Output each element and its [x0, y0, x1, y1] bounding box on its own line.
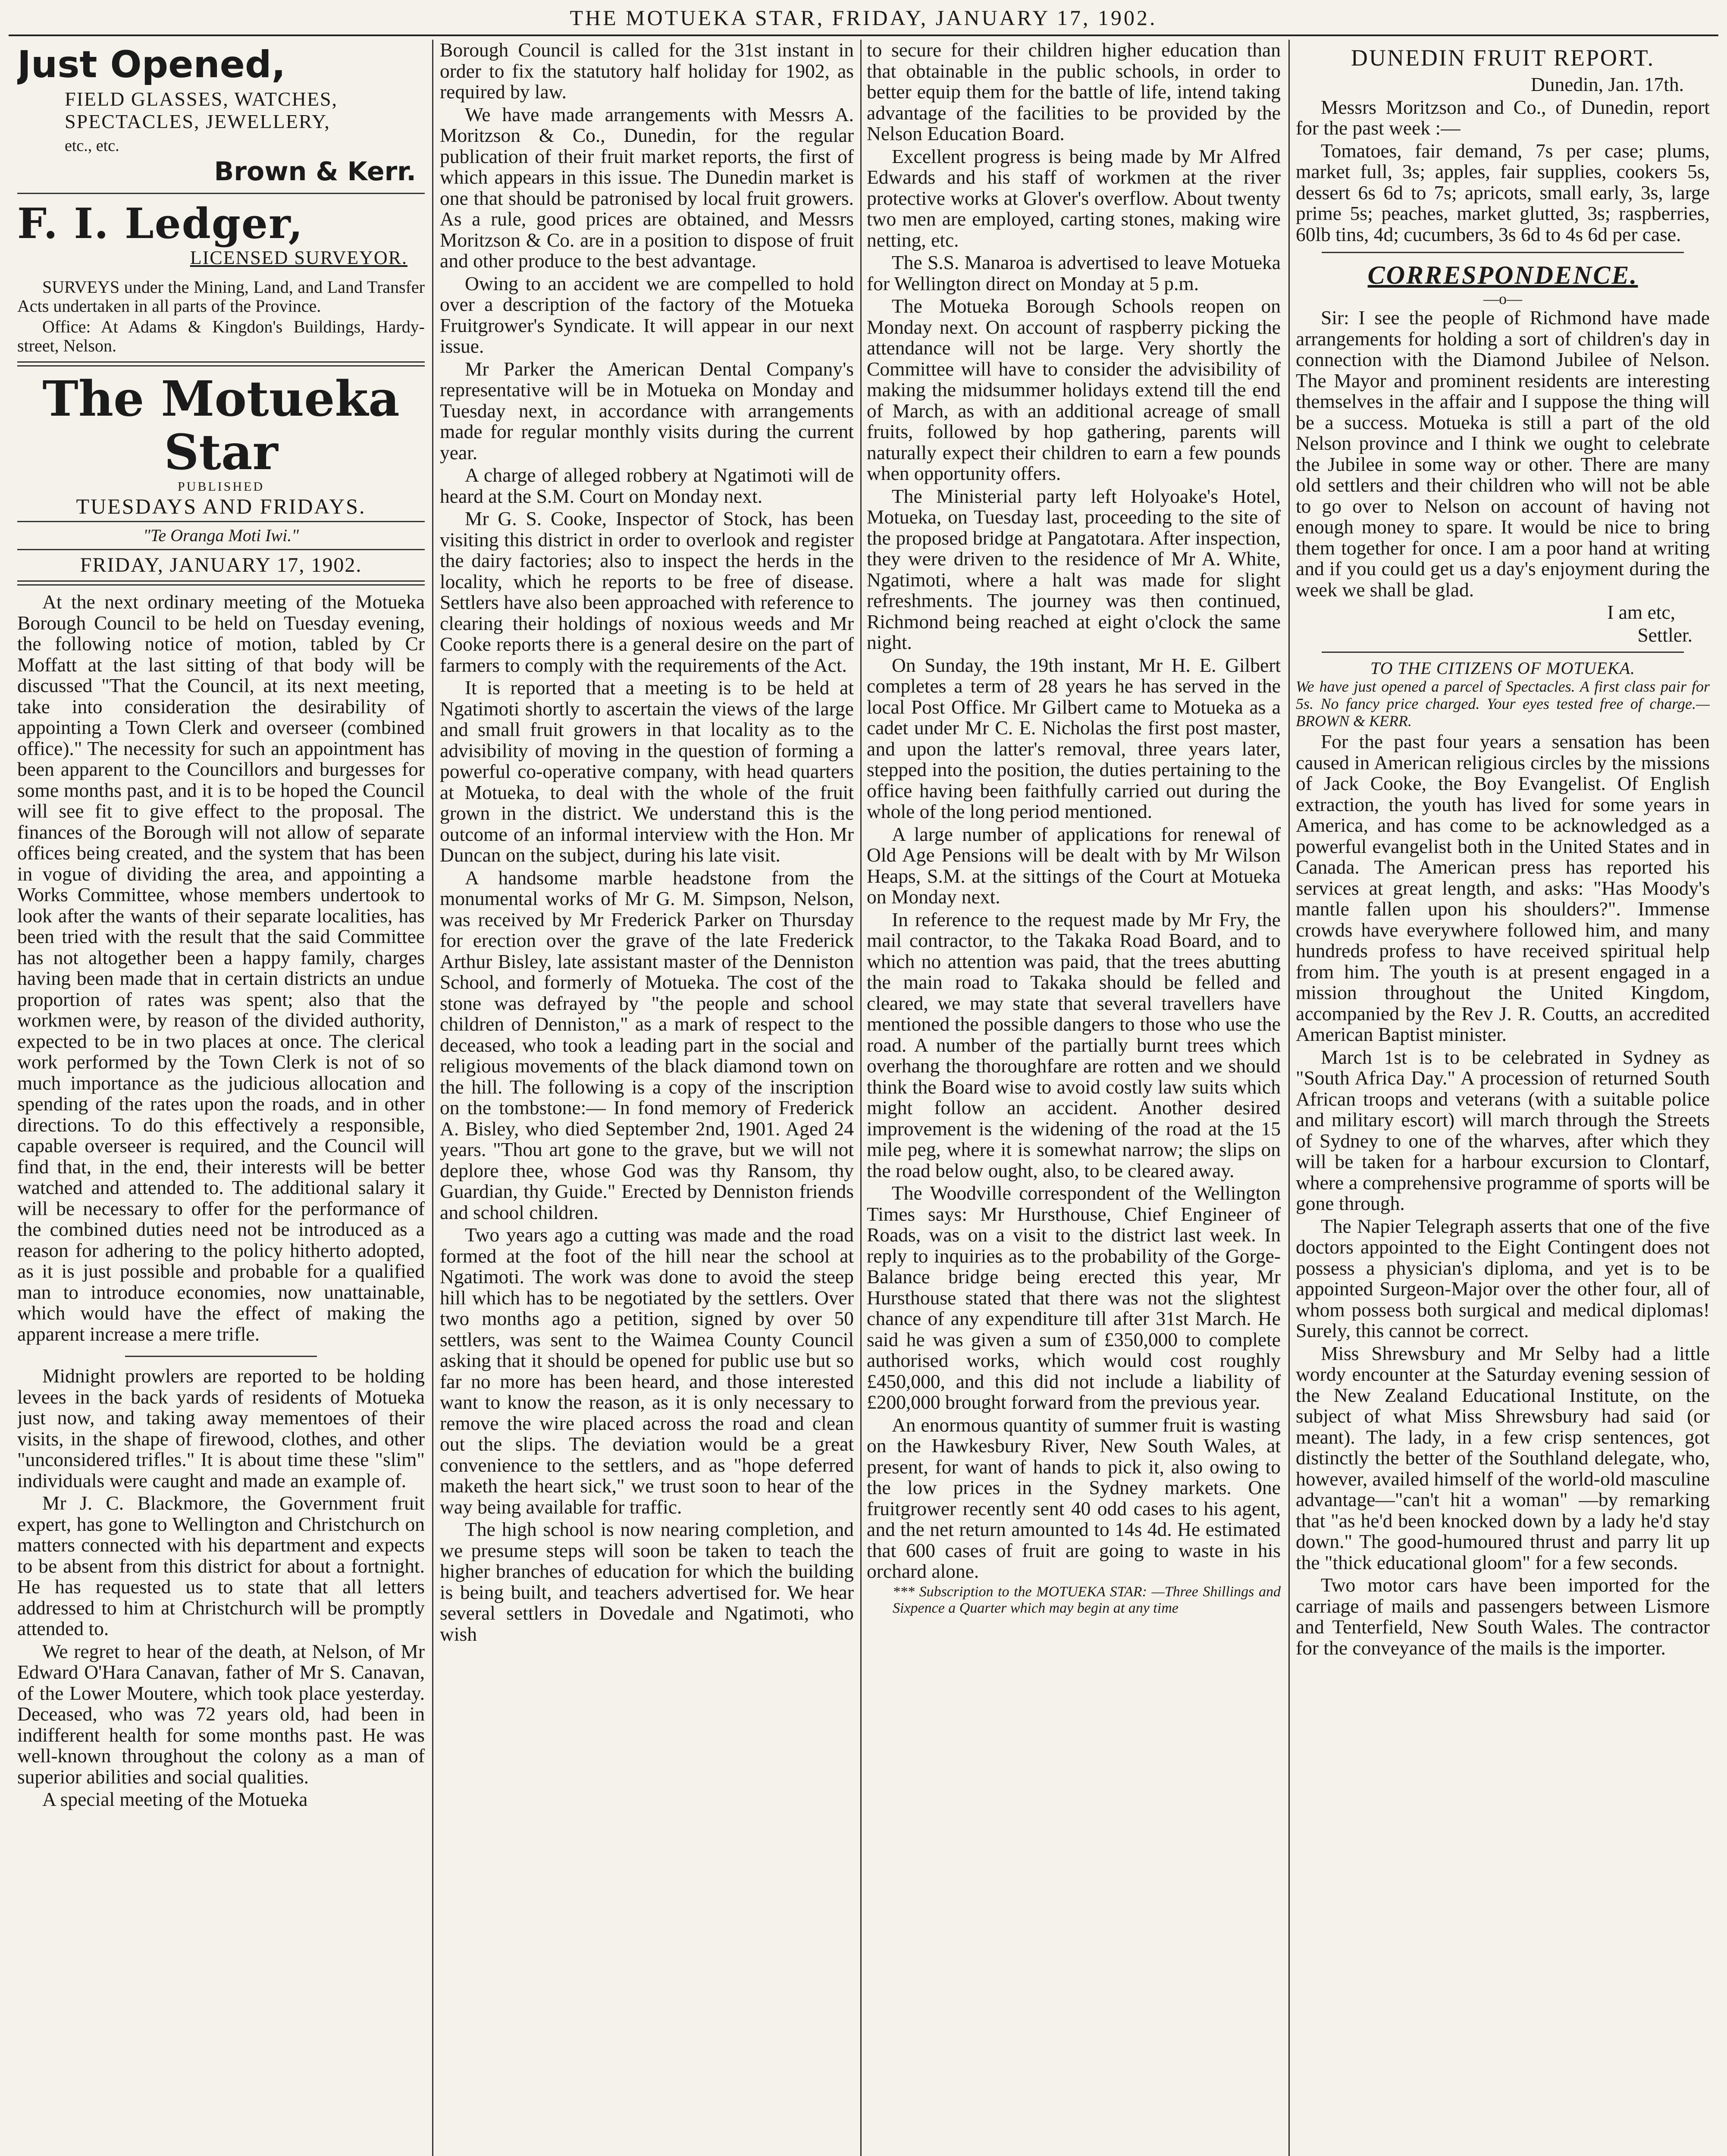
article-paragraph: It is reported that a meeting is to be held at Ngatimoti shortly to ascertain the views of the large and small fruit growers in that locality as to the advisibility of moving in the question of forming a powerful co-operative company, with head quarters at Motueka, to deal with the whole of the fruit grown in the district. We understand this is the outcome of an informal interview with the Hon. Mr Duncan on the subject, during his late visit. — [440, 677, 854, 866]
article-paragraph: to secure for their children higher education than that obtainable in the public schools, in order to better equip them for the battle of life, intend taking advantage of the facilities to be provided by the Nelson Education Board. — [867, 40, 1281, 144]
ad-line: SPECTACLES, JEWELLERY, — [65, 110, 330, 132]
divider — [1322, 652, 1684, 653]
article-paragraph: In reference to the request made by Mr Fry, the mail contractor, to the Takaka Road Board, and to which no attention was paid, that the trees abutting the main road to Takaka should be felled and cleared, we may state that several travellers have mentioned the possible dangers to those who use the road. A number of the partially burnt trees which overhang the thoroughfare are rotten and we should think the Board wise to avoid costly law suits which might follow an accident. Another desired improvement is the widening of the road at the 15 mile peg, where it is somewhat narrow; the slips on the road below ought, also, to be cleared away. — [867, 908, 1281, 1181]
ad-ledger-name: F. I. Ledger, — [17, 199, 304, 248]
divider — [17, 193, 425, 194]
paper-days: TUESDAYS AND FRIDAYS. — [76, 494, 366, 518]
article-paragraph: We regret to hear of the death, at Nelson, of Mr Edward O'Hara Canavan, father of Mr S. Canavan, of the Lower Moutere, which took place yesterday. Deceased, who was 72 years old, had been in indifferent health for some months past. He was well-known throughout the colony as a man of superior abilities and social qualities. — [17, 1640, 425, 1788]
ad-ledger-text: SURVEYS under the Mining, Land, and Land Transfer Acts undertaken in all parts of the Province. — [17, 277, 425, 316]
correspondence-title: CORRESPONDENCE. — [1367, 261, 1638, 289]
article-paragraph: The Ministerial party left Holyoake's Hotel, Motueka, on Tuesday last, proceeding to the site of the proposed bridge at Pangatotara. After inspection, they were driven to the residence of Mr A. White, Ngatimoti, where a halt was made for slight refreshments. The journey was then continued, Richmond being reached at eight o'clock the same night. — [867, 485, 1281, 653]
divider — [17, 549, 425, 550]
ad-firm-name: Brown & Kerr. — [214, 156, 416, 187]
ad-etc: etc., etc. — [65, 137, 119, 155]
column-3 — [867, 40, 1281, 2156]
article-paragraph: At the next ordinary meeting of the Motueka Borough Council to be held on Tuesday evening, the following notice of motion, tabled by Cr Moffatt at the last sitting of that body will be discussed "That the Council, at its next meeting, take into consideration the desirability of appointing a Town Clerk and overseer (combined office)." The necessity for such an appointment has been apparent to the Councillors and burgesses for some months past, and it is to be hoped the Council will see fit to give effect to the proposal. The finances of the Borough will not allow of separate offices being created, and the system that has been in vogue of dividing the area, and appointing a Works Committee, whose members undertook to look after the wants of their separate localities, has been tried with the result that the said Committee has not altogether been a happy family, charges having been made that in certain districts an undue proportion of rates was spent; also that the workmen were, by reason of the divided authority, expected to be in two places at once. The clerical work performed by the Town Clerk is not of so much importance as the judicious allocation and spending of the rates upon the roads, and in other directions. To do this effectively a responsible, capable overseer is required, and the Council will find that, in the end, their interests will be better watched and attended to. The additional salary it will be necessary to offer for the performance of the combined duties need not be introduced as a reason for adhering to the policy hitherto adopted, as it is just possible and probable for a qualified man to introduce economies, now unattainable, which would have the effect of making the apparent increase a mere trifle. — [17, 591, 425, 1345]
fruit-report-dateline: Dunedin, Jan. 17th. — [1530, 73, 1684, 95]
article-paragraph: Miss Shrewsbury and Mr Selby had a little wordy encounter at the Saturday evening session of the New Zealand Educational Institute, on the subject of what Miss Shrewsbury had said (or meant). The lady, in a few crisp sentences, got distinctly the better of the Southland delegate, who, however, availed himself of the world-old masculine advantage—"can't hit a woman" —by remarking that "as he'd been knocked down by a lady he'd stay down." The good-humoured thrust and parry lit up the "thick educational gloom" for a few seconds. — [1296, 1342, 1710, 1573]
divider — [1322, 252, 1684, 253]
column-4 — [1296, 40, 1710, 2156]
article-paragraph: We have made arrangements with Messrs A. Moritzson & Co., Dunedin, for the regular publication of their fruit market reports, the first of which appears in this issue. The Dunedin market is one that should be patronised by local fruit growers. As a rule, good prices are obtained, and Messrs Moritzson & Co. are in a position to dispose of fruit and other produce to the best advantage. — [440, 103, 854, 272]
article-paragraph: A large number of applications for renewal of Old Age Pensions will be dealt with by Mr Wilson Heaps, S.M. at the sittings of the Court at Motueka on Monday next. — [867, 823, 1281, 908]
article-paragraph: Two motor cars have been imported for the carriage of mails and passengers between Lismore and Tenterfield, New South Wales. The contractor for the conveyance of the mails is the importer. — [1296, 1574, 1710, 1659]
column-1 — [17, 40, 425, 2156]
ad-ledger-title: LICENSED SURVEYOR. — [190, 247, 407, 268]
ad-ledger-office: Office: At Adams & Kingdon's Buildings, Hardy-street, Nelson. — [17, 317, 425, 355]
correspondence-separator: —o— — [1483, 290, 1522, 307]
article-paragraph: Midnight prowlers are reported to be holding levees in the back yards of residents of Motueka just now, and taking away mementoes of their visits, in the shape of firewood, clothes, and other "unconsidered trifles." It is about time these "slim" individuals were caught and made an example of. — [17, 1365, 425, 1492]
article-paragraph: The Motueka Borough Schools reopen on Monday next. On account of raspberry picking the attendance will not be large. Very shortly the Committee will have to consider the advisibility of making the midsummer holidays extend till the end of March, as with an additional acreage of small fruits, followed by hop gathering, parents will naturally expect their children to earn a few pounds when opportunity offers. — [867, 295, 1281, 484]
article-paragraph: The Woodville correspondent of the Wellington Times says: Mr Hursthouse, Chief Engineer of Roads, was on a visit to the district last week. In reply to inquiries as to the probability of the Gorge-Balance bridge being erected this year, Mr Hursthouse stated that there was not the slightest chance of any expenditure till after 31st March. He said he was given a sum of £350,000 to complete authorised works, which would cost roughly £450,000, and this did not include a liability of £200,000 brought forward from the previous year. — [867, 1182, 1281, 1413]
article-paragraph: Mr G. S. Cooke, Inspector of Stock, has been visiting this district in order to overlook and register the dairy factories; also to inspect the herds in the locality, which he reports to be free of disease. Settlers have also been approached with reference to clearing their holdings of noxious weeds and Mr Cooke reports there is a general desire on the part of farmers to comply with the requirements of the Act. — [440, 508, 854, 676]
article-paragraph: The high school is now nearing completion, and we presume steps will soon be taken to teach the higher branches of education for which the building is being built, and teachers advertised for. We hear several settlers in Dovedale and Ngatimoti, who wish — [440, 1518, 854, 1645]
article-paragraph: A charge of alleged robbery at Ngatimoti will de heard at the S.M. Court on Monday next. — [440, 464, 854, 507]
citizens-notice-text: We have just opened a parcel of Spectacles. A first class pair for 5s. No fancy price charged. Your eyes tested free of charge.—BROWN & KERR. — [1296, 678, 1710, 730]
article-paragraph: Tomatoes, fair demand, 7s per case; plums, market full, 3s; apples, fair supplies, cookers 5s, dessert 6s 6d to 7s; apricots, small early, 3s, large prime 5s; peaches, market glutted, 3s; raspberries, 60lb tins, 4d; cucumbers, 3s 6d to 4s 6d per case. — [1296, 139, 1710, 245]
article-paragraph: Borough Council is called for the 31st instant in order to fix the statutory half holiday for 1902, as required by law. — [440, 40, 854, 103]
article-paragraph: An enormous quantity of summer fruit is wasting on the Hawkesbury River, New South Wales, at present, for want of hands to pick it, also owing to the low prices in the Sydney markets. One fruitgrower recently sent 40 odd cases to his agent, and the net return amounted to 14s 4d. He estimated that 600 cases of fruit are going to waste in his orchard alone. — [867, 1413, 1281, 1582]
letter-paragraph: Sir: I see the people of Richmond have made arrangements for holding a sort of children's day in connection with the Diamond Jubilee of Nelson. The Mayor and prominent residents are interesting themselves in the affair and I suppose the thing will be a success. Motueka is still a part of the old Nelson province and I think we ought to celebrate the Jubilee in some way or other. There are many old settlers and their children who will not be able to go over to Nelson on account of having not enough money to spare. It would be nice to bring them together for once. I am a poor hand at writing and if you could get us a day's enjoyment during the week we shall be glad. — [1296, 307, 1710, 601]
article-paragraph: For the past four years a sensation has been caused in American religious circles by the missions of Jack Cooke, the Boy Evangelist. Of English extraction, the youth has lived for some years in America, and has come to be acknowledged as a powerful evangelist both in the United States and in Canada. The American press has reported his services at great length, and asks: "Has Moody's mantle fallen upon his shoulders?". Immense crowds have everywhere followed him, and many hundreds profess to have received spiritual help from him. The youth is at present engaged in a mission throughout the United Kingdom, accompanied by the Rev J. R. Coutts, an accredited American Baptist minister. — [1296, 730, 1710, 1045]
article-paragraph: A special meeting of the Motueka — [42, 1788, 308, 1810]
article-paragraph: Mr Parker the American Dental Company's representative will be in Motueka on Monday and Tuesday next, in accordance with arrangements made for regular monthly visits during the current year. — [440, 357, 854, 464]
divider — [125, 1356, 317, 1357]
divider — [17, 580, 425, 586]
divider — [17, 361, 425, 367]
article-paragraph: March 1st is to be celebrated in Sydney as "South Africa Day." A procession of returned South African troops and veterans (with a suitable police and military escort) will march through the Streets of Sydney to one of the wharves, after which they will be taken for a harbour excursion to Clontarf, where a comprehensive programme of sports will be gone through. — [1296, 1046, 1710, 1214]
citizens-notice-title: TO THE CITIZENS OF MOTUEKA. — [1370, 658, 1636, 678]
masthead-rule — [9, 34, 1718, 36]
article-paragraph: Messrs Moritzson and Co., of Dunedin, report for the past week :— — [1296, 96, 1710, 139]
divider — [17, 521, 425, 522]
article-paragraph: Mr J. C. Blackmore, the Government fruit expert, has gone to Wellington and Christchurch on matters connected with his department and expects to be absent from this district for about a fortnight. He has requested us to state that all letters addressed to him at Christchurch will be promptly attended to. — [17, 1492, 425, 1639]
column-rule — [860, 40, 862, 2156]
article-paragraph: A handsome marble headstone from the monumental works of Mr G. M. Simpson, Nelson, was received by Mr Frederick Parker on Thursday for erection over the grave of the late Frederick Arthur Bisley, late assistant master of the Denniston School, and formerly of Motueka. The cost of the stone was defrayed by "the people and school children of Denniston," as a mark of respect to the deceased, who took a leading part in the social and religious movements of the black diamond town on the hill. The following is a copy of the inscription on the tombstone:— In fond memory of Frederick A. Bisley, who died September 2nd, 1901. Aged 24 years. "Thou art gone to the grave, but we will not deplore thee, whose God was thy Ransom, thy Guardian, thy Guide." Erected by Denniston friends and school children. — [440, 866, 854, 1223]
fruit-report-title: DUNEDIN FRUIT REPORT. — [1351, 45, 1655, 71]
column-rule — [1288, 40, 1290, 2156]
subscription-notice: *** Subscription to the MOTUEKA STAR: —Three Shillings and Sixpence a Quarter which may begin at any time — [893, 1583, 1281, 1616]
ad-just-opened-title: Just Opened, — [17, 43, 286, 86]
masthead: THE MOTUEKA STAR, FRIDAY, JANUARY 17, 1902. — [570, 6, 1157, 30]
paper-published: PUBLISHED — [177, 479, 264, 494]
article-paragraph: The Napier Telegraph asserts that one of the five doctors appointed to the Eight Contingent does not possess a physician's diploma, and yet is to be appointed Surgeon-Major over the other four, all of whom possess both surgical and medical diplomas! Surely, this cannot be correct. — [1296, 1215, 1710, 1341]
paper-title: The Motueka Star — [42, 371, 400, 481]
column-2 — [440, 40, 854, 2156]
article-paragraph: Owing to an accident we are compelled to hold over a description of the factory of the Motueka Fruitgrower's Syndicate. It will appear in our next issue. — [440, 272, 854, 357]
article-paragraph: On Sunday, the 19th instant, Mr H. E. Gilbert completes a term of 28 years he has served in the local Post Office. Mr Gilbert came to Motueka as a cadet under Mr C. E. Nicholas the first post master, and upon the latter's removal, three years later, stepped into the position, the duties pertaining to the office having been faithfully carried out during the whole of the long period mentioned. — [867, 654, 1281, 822]
letter-signoff: I am etc, — [1607, 601, 1675, 623]
ad-line: FIELD GLASSES, WATCHES, — [65, 88, 338, 110]
paper-date: FRIDAY, JANUARY 17, 1902. — [80, 554, 362, 577]
article-paragraph: Excellent progress is being made by Mr Alfred Edwards and his staff of workmen at the river protective works at Glover's overflow. About twenty two men are employed, carting stones, making wire netting, etc. — [867, 145, 1281, 251]
paper-motto: "Te Oranga Moti Iwi." — [143, 526, 299, 545]
letter-signature: Settler. — [1637, 624, 1693, 646]
column-rule — [432, 40, 433, 2156]
article-paragraph: The S.S. Manaroa is advertised to leave Motueka for Wellington direct on Monday at 5 p.m. — [867, 251, 1281, 295]
article-paragraph: Two years ago a cutting was made and the road formed at the foot of the hill near the school at Ngatimoti. The work was done to avoid the steep hill which has to be negotiated by the settlers. Over two months ago a petition, signed by over 50 settlers, was sent to the Waimea County Council asking that it should be opened for public use but so far no more has been heard, and those interested want to know the reason, as it is only necessary to remove the wire placed across the road and clean out the slips. The deviation would be a great convenience to the settlers, and as "hope deferred maketh the heart sick," we trust soon to hear of the way being available for traffic. — [440, 1224, 854, 1518]
